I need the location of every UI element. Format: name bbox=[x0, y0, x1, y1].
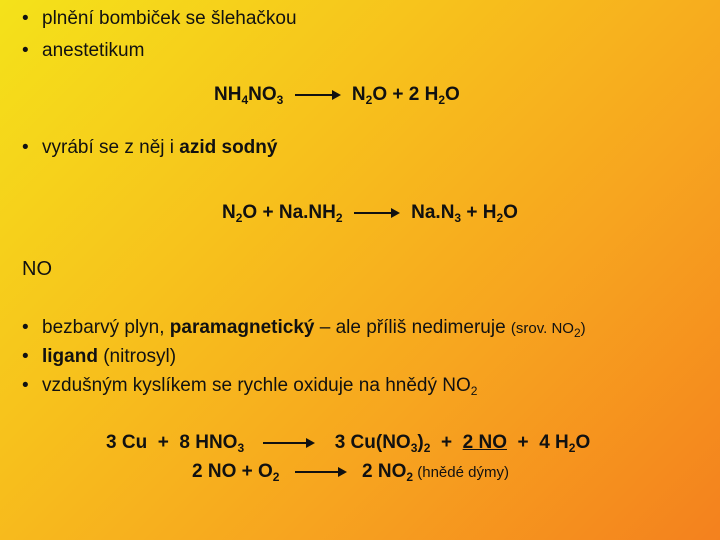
eq-subscript: 2 bbox=[568, 441, 576, 455]
bullet-text: – ale příliš nedimeruje bbox=[314, 317, 511, 338]
bullet-dot: • bbox=[22, 8, 29, 29]
eq-text: N bbox=[351, 84, 366, 105]
eq-text: O bbox=[445, 84, 460, 105]
bullet-dot: • bbox=[22, 40, 29, 61]
bullet-ligand bbox=[22, 346, 176, 368]
eq-subscript: 4 bbox=[241, 93, 249, 107]
bullet-colorless-gas bbox=[22, 317, 586, 340]
eq-subscript: 2 bbox=[423, 441, 431, 455]
bullet-small-text: ) bbox=[580, 320, 586, 337]
eq-subscript: 3 bbox=[410, 441, 418, 455]
eq-subscript: 2 bbox=[335, 211, 343, 225]
section-heading-no: NO bbox=[22, 258, 52, 280]
eq-text: NH bbox=[214, 84, 242, 105]
reaction-arrow-icon bbox=[354, 208, 400, 218]
eq-text: Na.N bbox=[411, 202, 455, 223]
bullet-dot: • bbox=[22, 375, 29, 396]
eq-subscript: 2 bbox=[438, 93, 445, 107]
bullet-dot: • bbox=[22, 317, 29, 338]
eq-subscript: 3 bbox=[237, 441, 245, 455]
equation-ammonium-nitrate-decomposition bbox=[214, 84, 460, 107]
equation-copper-nitric-acid bbox=[106, 432, 590, 455]
bullet-subscript: 2 bbox=[573, 326, 581, 340]
eq-subscript: 2 bbox=[235, 211, 243, 225]
reaction-arrow-icon bbox=[263, 438, 315, 448]
eq-text: O bbox=[503, 202, 518, 223]
equation-azide-synthesis bbox=[222, 202, 518, 225]
bullet-bold-text: ligand bbox=[42, 346, 98, 367]
eq-subscript: 2 bbox=[272, 470, 280, 484]
bullet-sodium-azide bbox=[22, 137, 277, 159]
eq-text: ) bbox=[417, 432, 424, 453]
eq-text: 3 Cu(NO bbox=[334, 432, 411, 453]
eq-text: 2 NO + O bbox=[192, 461, 273, 482]
eq-text: NO bbox=[248, 84, 277, 105]
eq-note-text: (hnědé dýmy) bbox=[413, 464, 509, 481]
eq-text: O + 2 H bbox=[372, 84, 439, 105]
eq-text: 3 Cu + 8 HNO bbox=[106, 432, 238, 453]
bullet-text: anestetikum bbox=[42, 40, 145, 61]
eq-text: O bbox=[575, 432, 591, 453]
eq-text: N bbox=[222, 202, 236, 223]
eq-text: + H bbox=[461, 202, 497, 223]
eq-subscript: 2 bbox=[365, 93, 373, 107]
bullet-bold-text: azid sodný bbox=[179, 137, 278, 158]
reaction-arrow-icon bbox=[295, 467, 347, 477]
eq-text: + bbox=[430, 432, 463, 453]
eq-underlined-text: 2 NO bbox=[462, 432, 507, 453]
bullet-bold-text: paramagnetický bbox=[169, 317, 315, 338]
bullet-text: bezbarvý plyn, bbox=[42, 317, 170, 338]
bullet-dot: • bbox=[22, 346, 29, 367]
bullet-filling-cartridges bbox=[22, 8, 297, 30]
eq-subscript: 2 bbox=[496, 211, 504, 225]
bullet-text: plnění bombiček se šlehačkou bbox=[42, 8, 297, 29]
equation-no-oxidation bbox=[192, 461, 509, 484]
bullet-oxidation bbox=[22, 375, 477, 398]
eq-text: + 4 H bbox=[506, 432, 569, 453]
reaction-arrow-icon bbox=[295, 90, 341, 100]
eq-text: O + Na.NH bbox=[242, 202, 336, 223]
bullet-text: (nitrosyl) bbox=[97, 346, 177, 367]
bullet-text: vyrábí se z něj i bbox=[42, 137, 180, 158]
eq-subscript: 3 bbox=[276, 93, 284, 107]
bullet-anesthetic bbox=[22, 40, 144, 62]
bullet-text: vzdušným kyslíkem se rychle oxiduje na hnědý NO bbox=[42, 375, 471, 396]
bullet-dot: • bbox=[22, 137, 29, 158]
bullet-subscript: 2 bbox=[470, 384, 478, 398]
bullet-small-text: (srov. NO bbox=[510, 320, 574, 337]
eq-subscript: 3 bbox=[454, 211, 462, 225]
eq-subscript: 2 bbox=[406, 470, 414, 484]
eq-text: 2 NO bbox=[362, 461, 407, 482]
